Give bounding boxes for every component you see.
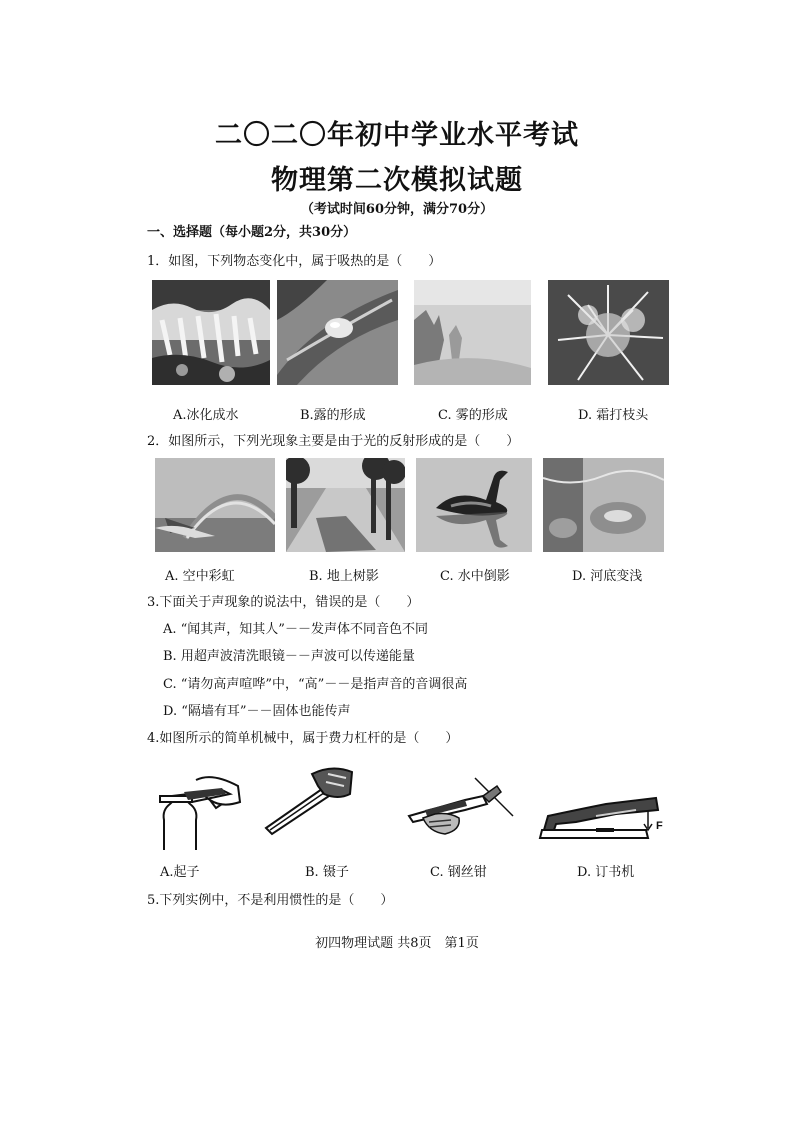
question-1-stem: 1．如图，下列物态变化中，属于吸热的是（ ） xyxy=(147,254,442,269)
q1-option-b: B.露的形成 xyxy=(300,408,366,423)
q1-option-a: A.冰化成水 xyxy=(173,408,239,423)
force-label: F xyxy=(656,820,663,832)
question-4-stem: 4.如图所示的简单机械中，属于费力杠杆的是（ ） xyxy=(147,731,459,746)
q4-option-c: C. 钢丝钳 xyxy=(430,865,487,880)
pliers-figure xyxy=(405,770,515,840)
q2-option-d: D. 河底变浅 xyxy=(572,569,643,584)
question-2-stem: 2．如图所示，下列光现象主要是由于光的反射形成的是（ ） xyxy=(147,434,520,449)
tree-shadow-photo xyxy=(286,458,405,552)
q3-option-d: D. “隔墙有耳”－－固体也能传声 xyxy=(163,704,351,719)
goose-reflection-photo xyxy=(416,458,532,552)
ice-melting-photo xyxy=(152,280,270,385)
question-5-stem: 5.下列实例中，不是利用惯性的是（ ） xyxy=(147,893,394,908)
fog-photo xyxy=(414,280,531,385)
bottle-opener-figure xyxy=(152,772,244,850)
q1-option-c: C. 雾的形成 xyxy=(438,408,508,423)
exam-title: 二〇二〇年初中学业水平考试 xyxy=(215,120,579,151)
tweezers-figure xyxy=(262,764,354,836)
q3-option-b: B. 用超声波清洗眼镜－－声波可以传递能量 xyxy=(163,649,415,664)
q2-option-c: C. 水中倒影 xyxy=(440,569,510,584)
q1-option-d: D. 霜打枝头 xyxy=(578,408,649,423)
q3-option-a: A. “闻其声，知其人”－－发声体不同音色不同 xyxy=(163,622,428,637)
rainbow-photo xyxy=(155,458,275,552)
q4-option-a: A.起子 xyxy=(160,865,200,880)
stapler-figure xyxy=(536,792,664,844)
riverbed-photo xyxy=(543,458,664,552)
exam-info: （考试时间60分钟，满分70分） xyxy=(300,202,494,217)
q3-option-c: C. “请勿高声喧哗”中，“高”－－是指声音的音调很高 xyxy=(163,677,468,692)
page-footer: 初四物理试题 共8页 第1页 xyxy=(315,936,479,951)
question-3-stem: 3.下面关于声现象的说法中，错误的是（ ） xyxy=(147,595,420,610)
q2-option-a: A. 空中彩虹 xyxy=(165,569,235,584)
q2-option-b: B. 地上树影 xyxy=(309,569,379,584)
frost-photo xyxy=(548,280,669,385)
q4-option-b: B. 镊子 xyxy=(305,865,349,880)
section-heading: 一、选择题（每小题2分，共30分） xyxy=(147,225,357,240)
dew-photo xyxy=(277,280,398,385)
q4-option-d: D. 订书机 xyxy=(577,865,635,880)
exam-subtitle: 物理第二次模拟试题 xyxy=(271,165,523,196)
